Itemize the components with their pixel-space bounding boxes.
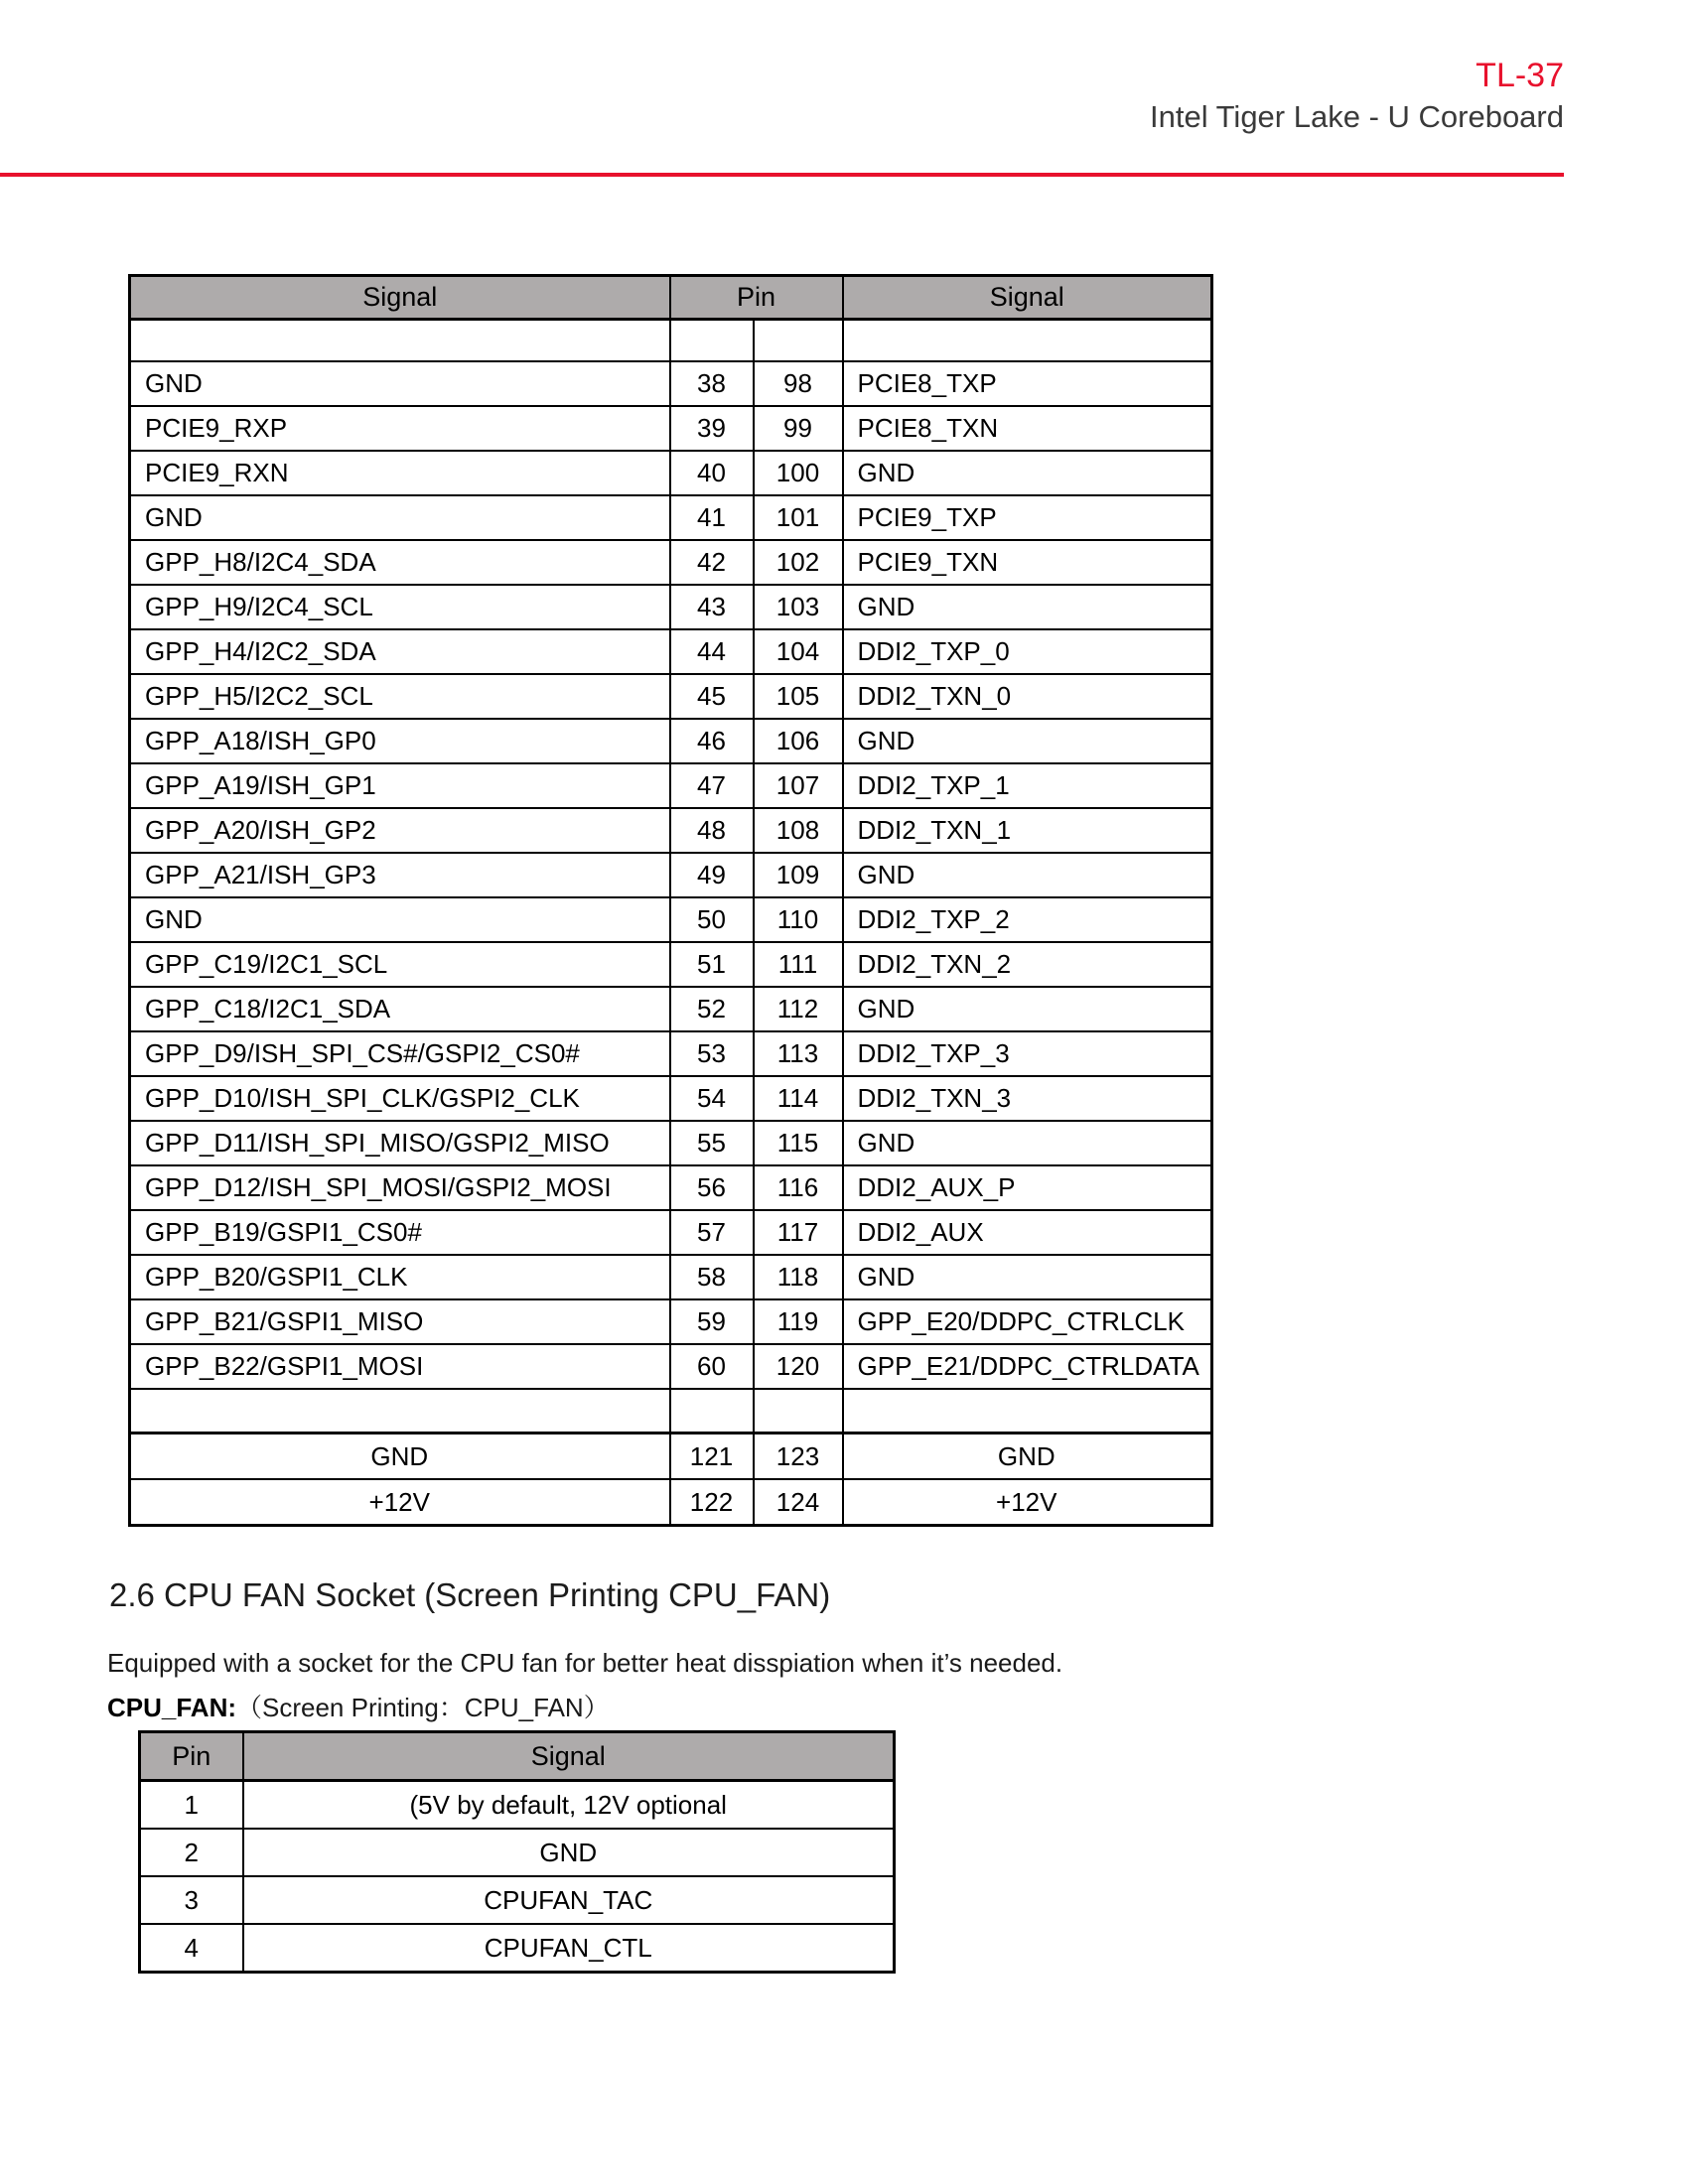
pin-cell: 55	[670, 1121, 754, 1165]
signal-cell: GPP_A18/ISH_GP0	[130, 719, 670, 763]
signal-cell: GND	[843, 1121, 1212, 1165]
pin-cell: 109	[754, 853, 843, 897]
table-row	[130, 763, 1212, 808]
table-row	[130, 942, 1212, 987]
pin-cell: 108	[754, 808, 843, 853]
table-row	[130, 1299, 1212, 1344]
pin-cell	[670, 320, 754, 362]
pin-table-header-row	[130, 276, 1212, 320]
signal-cell: (5V by default, 12V optional	[243, 1781, 895, 1830]
fan-table-header-row	[140, 1732, 895, 1781]
signal-cell: DDI2_TXN_3	[843, 1076, 1212, 1121]
signal-cell: GPP_H9/I2C4_SCL	[130, 585, 670, 629]
pin-cell: 49	[670, 853, 754, 897]
table-row	[130, 1031, 1212, 1076]
signal-cell: GPP_C18/I2C1_SDA	[130, 987, 670, 1031]
table-row	[130, 987, 1212, 1031]
pin-cell: 51	[670, 942, 754, 987]
pin-cell: 120	[754, 1344, 843, 1389]
pin-cell: 113	[754, 1031, 843, 1076]
pin-cell: 47	[670, 763, 754, 808]
fan-table-row	[140, 1829, 895, 1876]
table-row	[130, 451, 1212, 495]
pin-cell: 39	[670, 406, 754, 451]
signal-cell: GPP_A19/ISH_GP1	[130, 763, 670, 808]
table-row	[130, 1165, 1212, 1210]
signal-cell: GND	[130, 1433, 670, 1480]
signal-cell: GPP_B19/GSPI1_CS0#	[130, 1210, 670, 1255]
column-header-signal-right: Signal	[843, 276, 1212, 320]
pin-cell: 53	[670, 1031, 754, 1076]
table-row	[130, 540, 1212, 585]
signal-cell	[843, 1389, 1212, 1433]
pin-cell: 4	[140, 1924, 243, 1973]
signal-cell: PCIE8_TXN	[843, 406, 1212, 451]
signal-cell: DDI2_TXP_1	[843, 763, 1212, 808]
pin-cell: 112	[754, 987, 843, 1031]
pin-cell: 107	[754, 763, 843, 808]
pin-cell: 121	[670, 1433, 754, 1480]
table-row	[130, 674, 1212, 719]
pin-cell: 105	[754, 674, 843, 719]
pin-cell: 116	[754, 1165, 843, 1210]
pin-cell: 111	[754, 942, 843, 987]
pin-cell: 44	[670, 629, 754, 674]
signal-cell: GND	[843, 1255, 1212, 1299]
signal-cell: GND	[130, 361, 670, 406]
pin-cell	[754, 320, 843, 362]
signal-cell: PCIE8_TXP	[843, 361, 1212, 406]
signal-cell: GND	[843, 987, 1212, 1031]
cpu-fan-table	[138, 1730, 896, 1974]
pin-cell: 45	[670, 674, 754, 719]
section-paragraph: Equipped with a socket for the CPU fan for better heat disspiation when it’s needed.	[107, 1648, 1063, 1678]
signal-cell: GPP_C19/I2C1_SCL	[130, 942, 670, 987]
pin-cell: 123	[754, 1433, 843, 1480]
pin-cell: 98	[754, 361, 843, 406]
signal-cell: GND	[843, 585, 1212, 629]
spacer-row	[130, 320, 1212, 362]
signal-cell: GPP_D9/ISH_SPI_CS#/GSPI2_CS0#	[130, 1031, 670, 1076]
signal-cell: DDI2_TXN_2	[843, 942, 1212, 987]
pin-cell: 119	[754, 1299, 843, 1344]
signal-cell: DDI2_AUX	[843, 1210, 1212, 1255]
pin-cell: 99	[754, 406, 843, 451]
signal-cell: GND	[843, 719, 1212, 763]
section-heading: 2.6 CPU FAN Socket (Screen Printing CPU_FAN)	[109, 1576, 831, 1613]
table-row	[130, 719, 1212, 763]
signal-cell: GND	[243, 1829, 895, 1876]
pin-cell: 103	[754, 585, 843, 629]
table-row	[130, 1121, 1212, 1165]
pin-cell: 106	[754, 719, 843, 763]
fan-table-body	[140, 1781, 895, 1973]
signal-cell: DDI2_TXN_0	[843, 674, 1212, 719]
signal-cell: CPUFAN_TAC	[243, 1876, 895, 1924]
spacer-row	[130, 1389, 1212, 1433]
signal-cell: GPP_H5/I2C2_SCL	[130, 674, 670, 719]
pin-cell: 38	[670, 361, 754, 406]
signal-cell: DDI2_TXP_3	[843, 1031, 1212, 1076]
pin-cell	[754, 1389, 843, 1433]
table-row	[130, 585, 1212, 629]
pin-cell: 114	[754, 1076, 843, 1121]
signal-cell: GND	[130, 897, 670, 942]
pin-cell: 41	[670, 495, 754, 540]
pin-cell: 102	[754, 540, 843, 585]
signal-cell: +12V	[130, 1479, 670, 1526]
signal-cell: GPP_A20/ISH_GP2	[130, 808, 670, 853]
fan-table-row	[140, 1781, 895, 1830]
signal-cell: PCIE9_RXN	[130, 451, 670, 495]
table-row	[130, 361, 1212, 406]
fan-column-header-pin: Pin	[140, 1732, 243, 1781]
pin-cell: 40	[670, 451, 754, 495]
signal-cell: GPP_D12/ISH_SPI_MOSI/GSPI2_MOSI	[130, 1165, 670, 1210]
pin-cell: 50	[670, 897, 754, 942]
table-row	[130, 1255, 1212, 1299]
power-row	[130, 1433, 1212, 1480]
pin-cell: 48	[670, 808, 754, 853]
signal-cell	[843, 320, 1212, 362]
pin-cell: 100	[754, 451, 843, 495]
table-row	[130, 853, 1212, 897]
signal-cell: GPP_D11/ISH_SPI_MISO/GSPI2_MISO	[130, 1121, 670, 1165]
table-row	[130, 495, 1212, 540]
column-header-pin: Pin	[670, 276, 843, 320]
pin-cell: 58	[670, 1255, 754, 1299]
table-row	[130, 897, 1212, 942]
pin-cell: 59	[670, 1299, 754, 1344]
signal-cell: PCIE9_RXP	[130, 406, 670, 451]
pin-cell: 122	[670, 1479, 754, 1526]
signal-cell: GPP_D10/ISH_SPI_CLK/GSPI2_CLK	[130, 1076, 670, 1121]
cpu-fan-label-bold: CPU_FAN:	[107, 1693, 237, 1722]
pin-cell: 52	[670, 987, 754, 1031]
table-row	[130, 1076, 1212, 1121]
table-row	[130, 808, 1212, 853]
coreboard-pin-table	[128, 274, 1213, 1527]
pin-cell: 115	[754, 1121, 843, 1165]
pin-cell: 43	[670, 585, 754, 629]
signal-cell: PCIE9_TXN	[843, 540, 1212, 585]
signal-cell	[130, 320, 670, 362]
signal-cell: GND	[130, 495, 670, 540]
header-divider	[0, 173, 1564, 177]
pin-cell: 56	[670, 1165, 754, 1210]
pin-cell: 60	[670, 1344, 754, 1389]
signal-cell: GND	[843, 853, 1212, 897]
cpu-fan-label-rest: （Screen Printing：CPU_FAN）	[236, 1693, 610, 1722]
pin-table-body	[130, 320, 1212, 1526]
table-row	[130, 1344, 1212, 1389]
signal-cell: GND	[843, 1433, 1212, 1480]
signal-cell: GPP_A21/ISH_GP3	[130, 853, 670, 897]
pin-cell: 110	[754, 897, 843, 942]
column-header-signal-left: Signal	[130, 276, 670, 320]
pin-cell	[670, 1389, 754, 1433]
signal-cell: GPP_B22/GSPI1_MOSI	[130, 1344, 670, 1389]
table-row	[130, 629, 1212, 674]
pin-cell: 42	[670, 540, 754, 585]
signal-cell: GPP_H8/I2C4_SDA	[130, 540, 670, 585]
signal-cell: PCIE9_TXP	[843, 495, 1212, 540]
table-row	[130, 1210, 1212, 1255]
pin-cell: 1	[140, 1781, 243, 1830]
cpu-fan-label	[107, 1688, 610, 1724]
pin-cell: 54	[670, 1076, 754, 1121]
pin-cell: 118	[754, 1255, 843, 1299]
table-row	[130, 406, 1212, 451]
signal-cell	[130, 1389, 670, 1433]
signal-cell: GPP_B20/GSPI1_CLK	[130, 1255, 670, 1299]
fan-table-row	[140, 1876, 895, 1924]
signal-cell: GPP_H4/I2C2_SDA	[130, 629, 670, 674]
signal-cell: DDI2_TXP_2	[843, 897, 1212, 942]
pin-cell: 46	[670, 719, 754, 763]
pin-cell: 104	[754, 629, 843, 674]
signal-cell: GPP_B21/GSPI1_MISO	[130, 1299, 670, 1344]
pin-cell: 3	[140, 1876, 243, 1924]
pin-cell: 57	[670, 1210, 754, 1255]
fan-column-header-signal: Signal	[243, 1732, 895, 1781]
fan-table-row	[140, 1924, 895, 1973]
signal-cell: DDI2_TXP_0	[843, 629, 1212, 674]
signal-cell: DDI2_TXN_1	[843, 808, 1212, 853]
doc-code: TL-37	[1476, 57, 1564, 94]
pin-cell: 117	[754, 1210, 843, 1255]
signal-cell: DDI2_AUX_P	[843, 1165, 1212, 1210]
signal-cell: CPUFAN_CTL	[243, 1924, 895, 1973]
power-row	[130, 1479, 1212, 1526]
signal-cell: GPP_E21/DDPC_CTRLDATA	[843, 1344, 1212, 1389]
signal-cell: GND	[843, 451, 1212, 495]
pin-cell: 101	[754, 495, 843, 540]
pin-cell: 124	[754, 1479, 843, 1526]
signal-cell: GPP_E20/DDPC_CTRLCLK	[843, 1299, 1212, 1344]
pin-cell: 2	[140, 1829, 243, 1876]
doc-title: Intel Tiger Lake - U Coreboard	[1150, 99, 1564, 134]
signal-cell: +12V	[843, 1479, 1212, 1526]
